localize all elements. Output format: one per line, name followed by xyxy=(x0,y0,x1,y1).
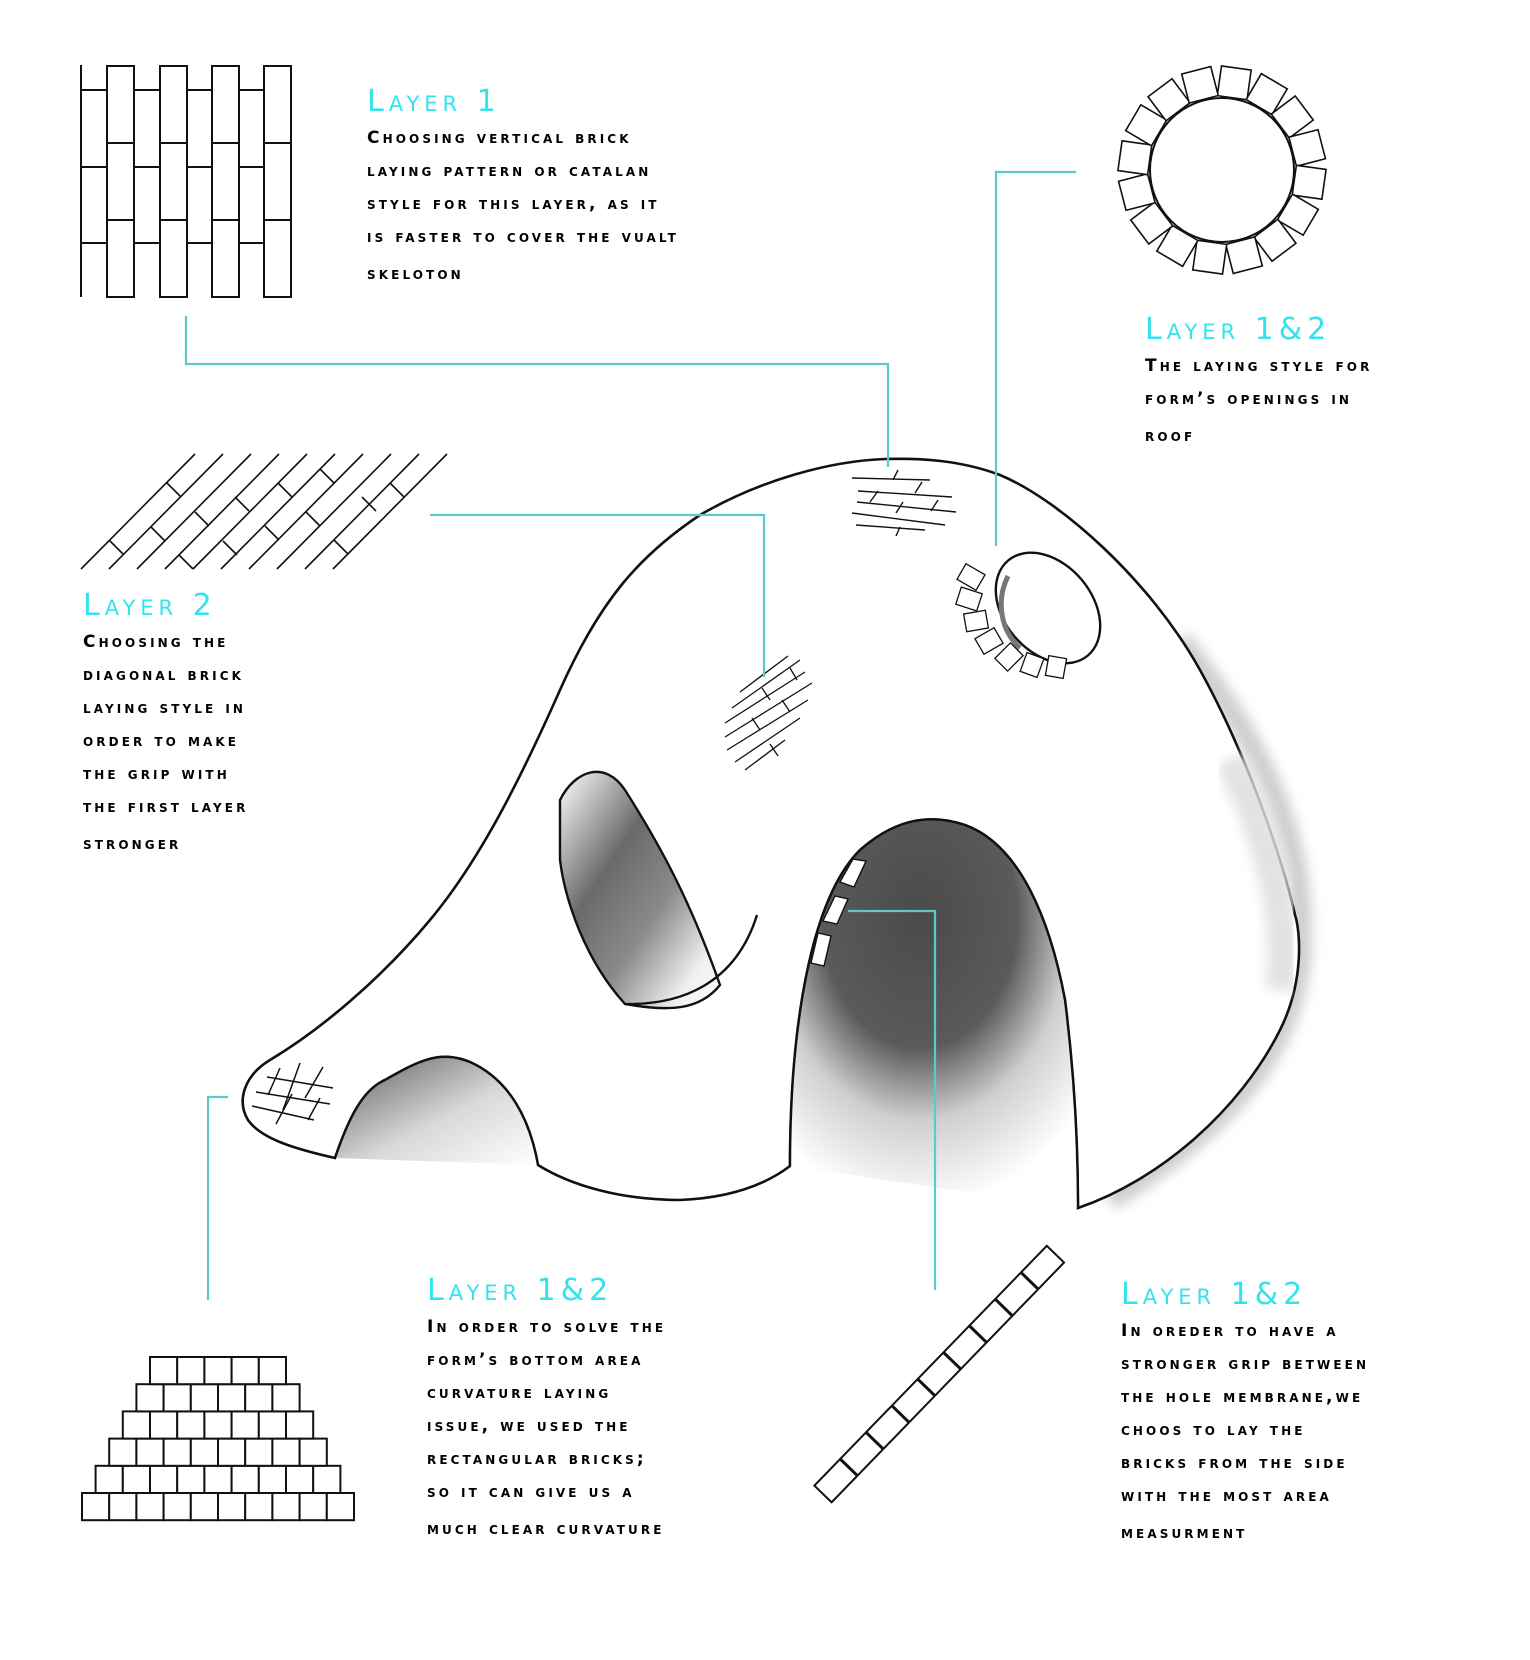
note-line: order to make xyxy=(83,731,240,751)
note-line: style for this layer, as it xyxy=(367,194,660,214)
note-line: stronger xyxy=(83,834,182,854)
note-line: form’s openings in xyxy=(1145,389,1353,409)
diagonal-brick-pattern-icon xyxy=(81,454,447,569)
note-line: stronger grip between xyxy=(1121,1354,1370,1374)
note-roof-openings xyxy=(1145,314,1372,453)
note-heading: Layer 1 xyxy=(367,84,501,119)
note-line: measurment xyxy=(1121,1523,1248,1543)
pyramid-brick-pattern-icon xyxy=(82,1357,354,1520)
ring-brick-pattern-icon xyxy=(1118,66,1326,274)
note-line: laying pattern or catalan xyxy=(367,161,652,181)
note-line: much clear curvature xyxy=(427,1519,665,1539)
note-heading: Layer 2 xyxy=(83,588,217,623)
edge-strip-brick-pattern-icon xyxy=(814,1246,1064,1503)
note-heading: Layer 1&2 xyxy=(1145,312,1332,347)
note-line: issue, we used the xyxy=(427,1416,631,1436)
note-line: The laying style for xyxy=(1145,356,1373,376)
note-line: rectangular bricks; xyxy=(427,1449,647,1469)
note-line: roof xyxy=(1145,426,1196,446)
leader-layer1 xyxy=(186,316,888,467)
note-line: Choosing the xyxy=(83,632,229,652)
note-line: In oreder to have a xyxy=(1121,1321,1339,1341)
note-line: the grip with xyxy=(83,764,230,784)
note-line: choos to lay the xyxy=(1121,1420,1306,1440)
leader-bottom xyxy=(208,1097,228,1300)
note-line: is faster to cover the vualt xyxy=(367,227,679,247)
note-line: diagonal brick xyxy=(83,665,245,685)
vault-shell xyxy=(243,459,1302,1208)
note-line: the hole membrane,we xyxy=(1121,1387,1364,1407)
note-layer2 xyxy=(83,590,248,861)
vertical-brick-pattern-icon xyxy=(81,65,291,297)
note-line: Choosing vertical brick xyxy=(367,128,632,148)
note-line: laying style in xyxy=(83,698,247,718)
note-line: In order to solve the xyxy=(427,1317,667,1337)
note-line: bricks from the side xyxy=(1121,1453,1348,1473)
note-line: with the most area xyxy=(1121,1486,1332,1506)
note-layer1 xyxy=(367,86,679,291)
note-line: skeloton xyxy=(367,264,464,284)
note-line: curvature laying xyxy=(427,1383,612,1403)
note-line: the first layer xyxy=(83,797,249,817)
note-bottom-curvature xyxy=(427,1275,666,1546)
note-heading: Layer 1&2 xyxy=(427,1273,614,1308)
note-heading: Layer 1&2 xyxy=(1121,1277,1308,1312)
note-line: form’s bottom area xyxy=(427,1350,644,1370)
note-hole-membrane xyxy=(1121,1279,1369,1550)
note-line: so it can give us a xyxy=(427,1482,635,1502)
